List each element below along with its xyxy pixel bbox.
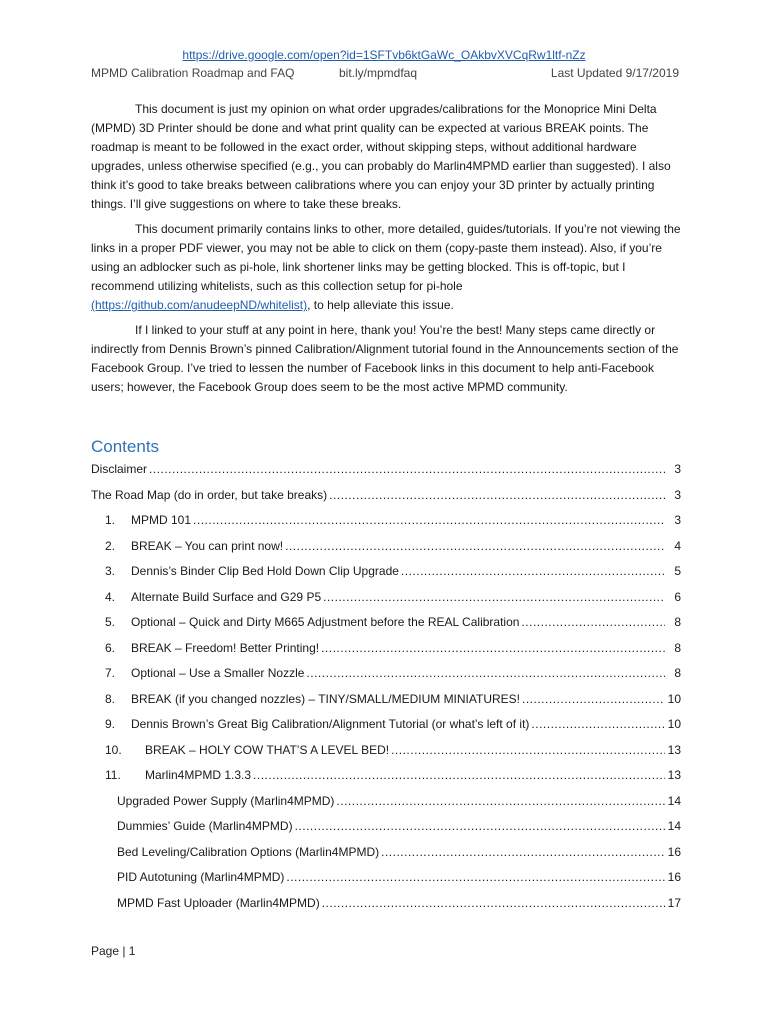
table-of-contents (91, 462, 681, 921)
toc-entry-text: MPMD 101 (131, 513, 192, 527)
toc-entry-text: Disclaimer (91, 462, 148, 476)
toc-entry[interactable] (91, 488, 681, 514)
toc-entry[interactable] (91, 590, 681, 616)
toc-entry[interactable] (91, 564, 681, 590)
header-short-link: bit.ly/mpmdfaq (339, 66, 418, 80)
intro-paragraph-3: If I linked to your stuff at any point in here, thank you! You’re the best! Many steps came directly or indirectly from Dennis Brown’s pinned Calibration/Alignment tutorial found in the Announcements section of the Facebook Group. I’ve tried to lessen the number of Facebook links in this document to help anti-Facebook users; however, the Facebook Group does seem to be the most active MPMD community. (91, 323, 679, 394)
toc-entry-page: 17 (667, 895, 681, 910)
toc-entry-text: BREAK – Freedom! Better Printing! (131, 640, 320, 655)
toc-entry[interactable] (91, 768, 681, 794)
header-url-link[interactable]: https://drive.google.com/open?id=1SFTvb6ktGaWc_OAkbvXVCqRw1ltf-nZz (182, 48, 586, 62)
toc-entry-page: 3 (674, 462, 681, 476)
toc-entry-page: 16 (667, 844, 681, 859)
toc-entry-text: MPMD Fast Uploader (Marlin4MPMD) (117, 895, 320, 910)
toc-entry[interactable] (91, 539, 681, 565)
toc-entry[interactable] (91, 666, 681, 692)
toc-entry-page: 6 (674, 589, 681, 604)
toc-entry-page: 4 (674, 538, 681, 553)
toc-entry-text: BREAK – HOLY COW THAT’S A LEVEL BED! (145, 742, 390, 757)
header-doc-title: MPMD Calibration Roadmap and FAQ (91, 66, 295, 80)
toc-entry-text: Upgraded Power Supply (Marlin4MPMD) (117, 793, 335, 808)
toc-entry-text: Marlin4MPMD 1.3.3 (145, 768, 252, 782)
page-footer: Page | 1 (91, 944, 136, 958)
toc-entry[interactable] (91, 743, 681, 769)
intro-paragraph-1: This document is just my opinion on what order upgrades/calibrations for the Monoprice Mini Delta (MPMD) 3D Printer should be done and what print quality can be expected at various BREAK points. The roadmap is meant to be followed in the exact order, without skipping steps, without additional hardware upgrades, unless otherwise specified (e.g., you can probably do Marlin4MPMD earlier than suggested). I also think it’s good to take breaks between calibrations where you can enjoy your 3D printer by actually printing things. I’ll give suggestions on where to take these breaks. (91, 102, 671, 211)
toc-entry-page: 8 (674, 640, 681, 655)
toc-entry-page: 13 (667, 768, 681, 782)
toc-entry-number: 4. (105, 589, 116, 604)
toc-entry-text: PID Autotuning (Marlin4MPMD) (117, 870, 285, 884)
header-last-updated: Last Updated 9/17/2019 (550, 66, 679, 80)
toc-entry-number: 5. (105, 615, 116, 629)
toc-entry-text: Optional – Quick and Dirty M665 Adjustment before the REAL Calibration (131, 615, 520, 629)
toc-entry-text: Bed Leveling/Calibration Options (Marlin4MPMD) (117, 844, 380, 859)
toc-entry-page: 3 (674, 487, 681, 502)
toc-entry-page: 10 (667, 717, 681, 731)
contents-heading: Contents (91, 437, 160, 456)
intro-section (91, 100, 681, 403)
toc-entry-text: BREAK (if you changed nozzles) – TINY/SMALL/MEDIUM MINIATURES! (131, 691, 521, 706)
intro-paragraph-2-text: This document primarily contains links to other, more detailed, guides/tutorials. If you’re not viewing the links in a proper PDF viewer, you may not be able to click on them (copy-paste them instead). Also, if you’re using an adblocker such as pi-hole, link shortener links may be getting blocked. This is off-topic, but I recommend utilizing whitelists, such as this collection setup for pi-hole (91, 222, 681, 293)
toc-entry-text: BREAK – You can print now! (131, 538, 284, 553)
toc-entry-page: 8 (674, 615, 681, 629)
toc-entry-page: 14 (667, 793, 681, 808)
toc-entry[interactable] (91, 845, 681, 871)
toc-entry-page: 14 (667, 819, 681, 833)
toc-entry-number: 8. (105, 691, 116, 706)
toc-entry-number: 6. (105, 640, 116, 655)
toc-entry[interactable] (91, 641, 681, 667)
toc-entry-text: The Road Map (do in order, but take breaks) (91, 487, 328, 502)
toc-entry-text: Optional – Use a Smaller Nozzle (131, 666, 305, 680)
toc-entry[interactable] (91, 692, 681, 718)
toc-entry-page: 5 (674, 564, 681, 578)
toc-entry-text: Alternate Build Surface and G29 P5 (131, 589, 322, 604)
toc-entry-page: 16 (667, 870, 681, 884)
toc-entry-page: 3 (674, 513, 681, 527)
toc-entry[interactable] (91, 717, 681, 743)
toc-entry-page: 8 (674, 666, 681, 680)
toc-entry-number: 1. (105, 513, 116, 527)
toc-entry[interactable] (91, 462, 681, 488)
toc-entry[interactable] (91, 513, 681, 539)
toc-entry-text: Dennis’s Binder Clip Bed Hold Down Clip Upgrade (131, 564, 399, 578)
whitelist-link[interactable]: (https://github.com/anudeepND/whitelist) (91, 298, 308, 312)
toc-entry[interactable] (91, 794, 681, 820)
toc-entry-number: 10. (105, 742, 122, 757)
intro-paragraph-2 (91, 220, 681, 315)
toc-entry-number: 7. (105, 666, 116, 680)
intro-paragraph-2-tail: , to help alleviate this issue. (307, 298, 454, 312)
toc-entry-text: Dennis Brown’s Great Big Calibration/Alignment Tutorial (or what’s left of it) (131, 717, 530, 731)
toc-entry-number: 11. (105, 768, 121, 782)
running-header (91, 66, 679, 82)
toc-entry[interactable] (91, 615, 681, 641)
toc-entry-number: 9. (105, 717, 116, 731)
toc-entry[interactable] (91, 819, 681, 845)
toc-entry-number: 2. (105, 538, 116, 553)
toc-entry-number: 3. (105, 564, 116, 578)
toc-entry[interactable] (91, 896, 681, 922)
toc-entry[interactable] (91, 870, 681, 896)
toc-entry-text: Dummies’ Guide (Marlin4MPMD) (117, 819, 293, 833)
toc-entry-page: 13 (667, 742, 681, 757)
toc-entry-page: 10 (667, 691, 681, 706)
